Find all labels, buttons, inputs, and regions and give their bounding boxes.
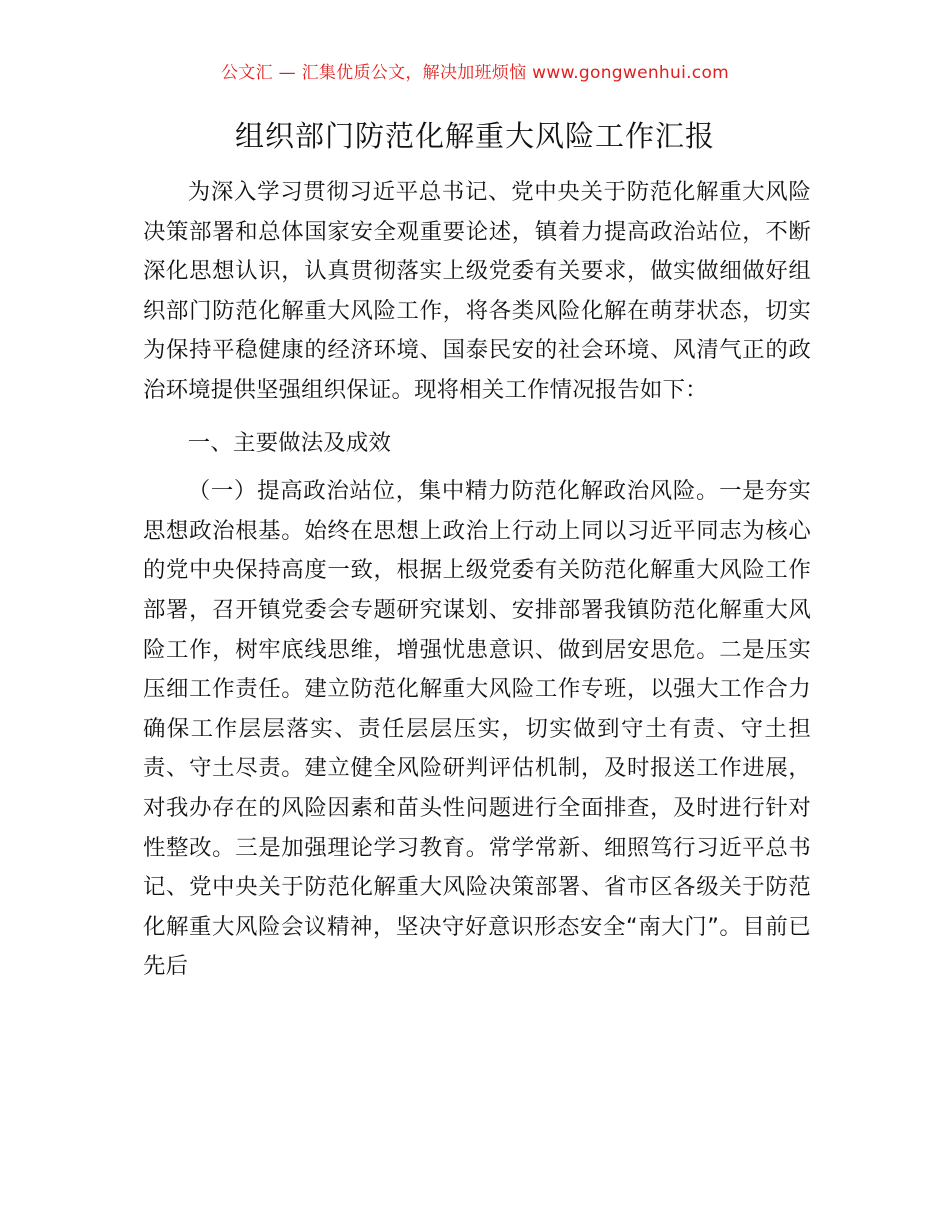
document-body bbox=[143, 173, 811, 987]
section-heading: 一、主要做法及成效 bbox=[187, 429, 392, 456]
document-title: 组织部门防范化解重大风险工作汇报 bbox=[234, 119, 715, 153]
intro-paragraph: 为深入学习贯彻习近平总书记、党中央关于防范化解重大风险决策部署和总体国家安全观重要论述，镇着力提高政治站位，不断深化思想认识，认真贯彻落实上级党委有关要求，做实做细做好组织部门防范化解重大风险工作，将各类风险化解在萌芽状态，切实为保持平稳健康的经济环境、国泰民安的社会环境、风清气正的政治环境提供坚强组织保证。现将相关工作情况报告如下： bbox=[143, 179, 811, 403]
header-banner: 公文汇 — 汇集优质公文，解决加班烦恼 www.gongwenhui.com bbox=[220, 63, 730, 83]
body-paragraph: （一）提高政治站位，集中精力防范化解政治风险。一是夯实思想政治根基。始终在思想上政治上行动上同以习近平同志为核心的党中央保持高度一致，根据上级党委有关防范化解重大风险工作部署，召开镇党委会专题研究谋划、安排部署我镇防范化解重大风险工作，树牢底线思维，增强忧患意识、做到居安思危。二是压实压细工作责任。建立防范化解重大风险工作专班，以强大工作合力确保工作层层落实、责任层层压实，切实做到守土有责、守土担责、守土尽责。建立健全风险研判评估机制，及时报送工作进展，对我办存在的风险因素和苗头性问题进行全面排查，及时进行针对性整改。三是加强理论学习教育。常学常新、细照笃行习近平总书记、党中央关于防范化解重大风险决策部署、省市区各级关于防范化解重大风险会议精神，坚决守好意识形态安全“南大门”。目前已先后 bbox=[143, 478, 811, 980]
